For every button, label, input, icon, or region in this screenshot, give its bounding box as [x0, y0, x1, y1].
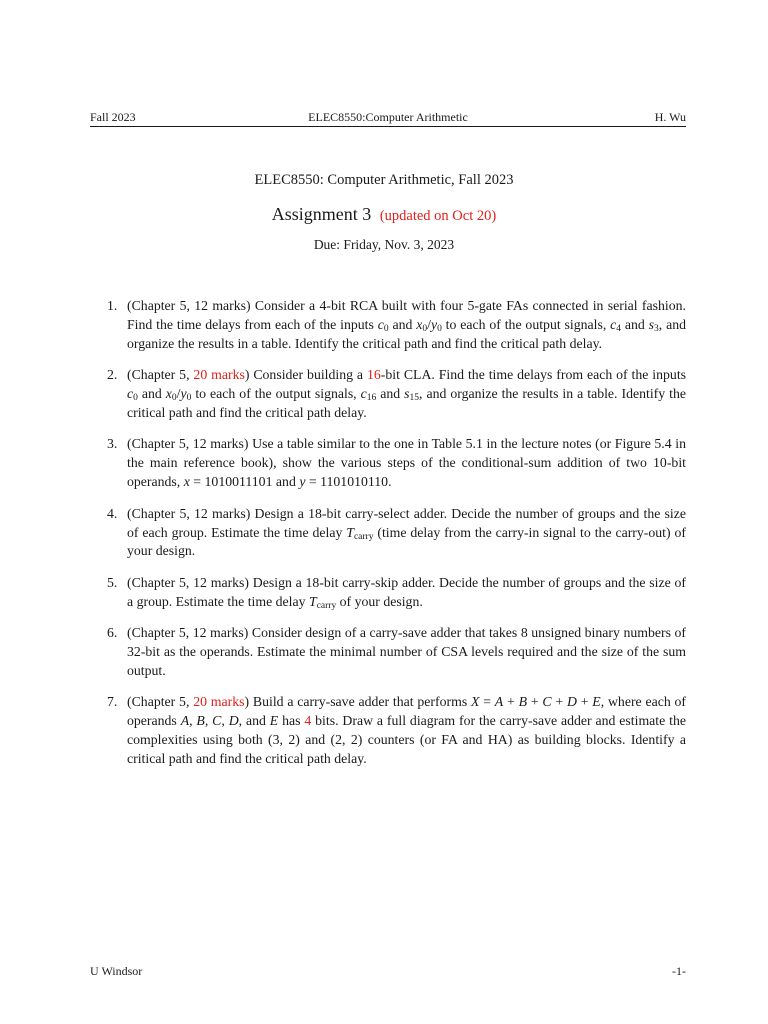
question-2: [90, 366, 686, 423]
question-text: (Chapter 5, 12 marks) Design a 18-bit carry-skip adder. Decide the number of groups and the size of a group. Estimate the time delay $T_{carry}$ of your design.: [127, 574, 686, 611]
header-left: Fall 2023: [90, 110, 136, 124]
page-header: [90, 110, 686, 126]
header-rule: [90, 126, 686, 127]
question-5: [90, 574, 686, 612]
question-number: 5.: [107, 574, 118, 590]
page-footer: [90, 964, 686, 979]
question-4: [90, 505, 686, 562]
question-text: (Chapter 5, 20 marks) Consider building a 16-bit CLA. Find the time delays from each of the inputs $c_0$ and $x_0/y_0$ to each of the output signals, $c_{16}$ and $s_{15}$, and organize the results in a table. Identify the critical path and find the critical path delay.: [127, 367, 687, 421]
question-text: (Chapter 5, 12 marks) Design a 18-bit carry-select adder. Decide the number of groups and the size of each group. Estimate the time delay $T_{carry}$ (time delay from the carry-in signal to the carry-out) of your design.: [127, 505, 686, 559]
update-note: (updated on Oct 20): [379, 208, 497, 224]
course-title: ELEC8550: Computer Arithmetic, Fall 2023: [254, 172, 514, 188]
question-number: 4.: [107, 505, 118, 521]
question-3: [90, 435, 686, 492]
question-number: 3.: [107, 436, 118, 452]
question-6: [90, 624, 686, 681]
question-number: 2.: [107, 367, 118, 383]
question-list: [90, 297, 686, 782]
question-number: 7.: [107, 694, 118, 710]
page-number: -1-: [672, 964, 686, 978]
assignment-title: [0, 204, 768, 225]
question-1: [90, 297, 686, 354]
question-number: 6.: [107, 625, 118, 641]
question-number: 1.: [107, 298, 118, 313]
assignment-title-text: Assignment 3: [271, 204, 372, 224]
question-text: (Chapter 5, 20 marks) Build a carry-save adder that performs X = A + B + C + D + E, where each of operands A, B, C, D, and E has 4 bits. Draw a full diagram for the carry-save adder and estimate the complexities using both (3, 2) and (2, 2) counters (or FA and HA) as building blocks. Identify a critical path and find the critical path delay.: [127, 694, 686, 767]
question-text: (Chapter 5, 12 marks) Use a table similar to the one in Table 5.1 in the lecture notes (or Figure 5.4 in the main reference book), show the various steps of the conditional-sum addition of two 10-bit operands, x = 1010011101 and y = 1101010110.: [127, 436, 686, 490]
header-center: ELEC8550:Computer Arithmetic: [308, 110, 468, 124]
footer-left: U Windsor: [90, 964, 143, 978]
question-text: (Chapter 5, 12 marks) Consider a 4-bit RCA built with four 5-gate FAs connected in serial fashion. Find the time delays from each of the inputs $c_0$ and $x_0/y_0$ to each of the output signals, $c_4$ and $s_3$, and organize the results in a table. Identify the critical path and find the critical path delay.: [127, 298, 686, 351]
due-date: Due: Friday, Nov. 3, 2023: [313, 237, 455, 252]
question-7: [90, 693, 686, 769]
question-text: (Chapter 5, 12 marks) Consider design of a carry-save adder that takes 8 unsigned binary numbers of 32-bit as the operands. Estimate the minimal number of CSA levels required and the size of the sum output.: [127, 625, 686, 678]
header-right: H. Wu: [654, 110, 686, 124]
